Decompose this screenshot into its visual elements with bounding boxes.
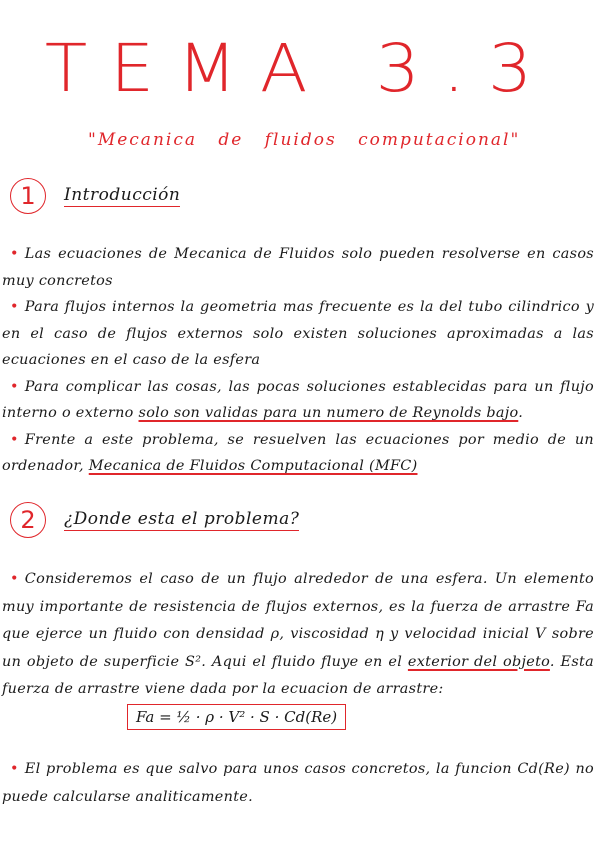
intro-bullet-4: • Frente a este problema, se resuelven las ecuaciones por medio de un ordenador, Mecanica de Fluidos Computacional (MFC): [2, 431, 594, 474]
problem-paragraph-1: • Consideremos el caso de un flujo alrededor de una esfera. Un elemento muy importante de resistencia de flujos externos, es la fuerza de arrastre Fa que ejerce un fluido con densidad ρ, viscosidad η y velocidad inicial V sobre un objeto de superficie S². Aqui el fluido fluye en el exterior del objeto. Esta fuerza de arrastre viene dada por la ecuacion de arrastre:: [2, 571, 595, 697]
section-1-number: 1: [10, 178, 46, 214]
bullet-dot: •: [10, 378, 19, 395]
problem-paragraph-2: • El problema es que salvo para unos casos concretos, la funcion Cd(Re) no puede calcularse analiticamente.: [2, 761, 594, 805]
intro-bullet-2: • Para flujos internos la geometria mas frecuente es la del tubo cilindrico y en el caso de flujos externos solo existen soluciones aproximadas a las ecuaciones en el caso de la esfera: [2, 299, 594, 368]
section-2-number: 2: [10, 502, 46, 538]
underlined-mfc: Mecanica de Fluidos Computacional (MFC): [88, 458, 418, 474]
underlined-exterior: exterior del objeto: [407, 653, 550, 670]
intro-bullet-3: • Para complicar las cosas, las pocas soluciones establecidas para un flujo interno o externo solo son validas para un numero de Reynolds bajo.: [2, 378, 594, 421]
bullet-dot: •: [10, 761, 19, 777]
bullet-dot: •: [10, 431, 19, 448]
page-title: TEMA 3.3: [44, 30, 556, 107]
bullet-dot: •: [10, 299, 19, 315]
section-1-heading: [10, 178, 180, 214]
problem-block: [2, 566, 594, 704]
page-subtitle: "Mecanica de fluidos computacional": [88, 130, 521, 150]
bullet-dot: •: [10, 571, 19, 587]
section-2-heading: [10, 502, 299, 538]
intro-bullet-1: • Las ecuaciones de Mecanica de Fluidos solo pueden resolverse en casos muy concretos: [2, 246, 594, 289]
bullet-dot: •: [10, 246, 19, 262]
underlined-reynolds: solo son validas para un numero de Reynolds bajo: [138, 405, 519, 421]
drag-equation-box: Fa = ½ · ρ · V² · S · Cd(Re): [127, 704, 346, 730]
intro-block: [2, 241, 594, 480]
section-1-title: Introducción: [64, 185, 181, 205]
section-2-title: ¿Donde esta el problema?: [64, 509, 300, 529]
problem-block-2: [2, 756, 594, 811]
